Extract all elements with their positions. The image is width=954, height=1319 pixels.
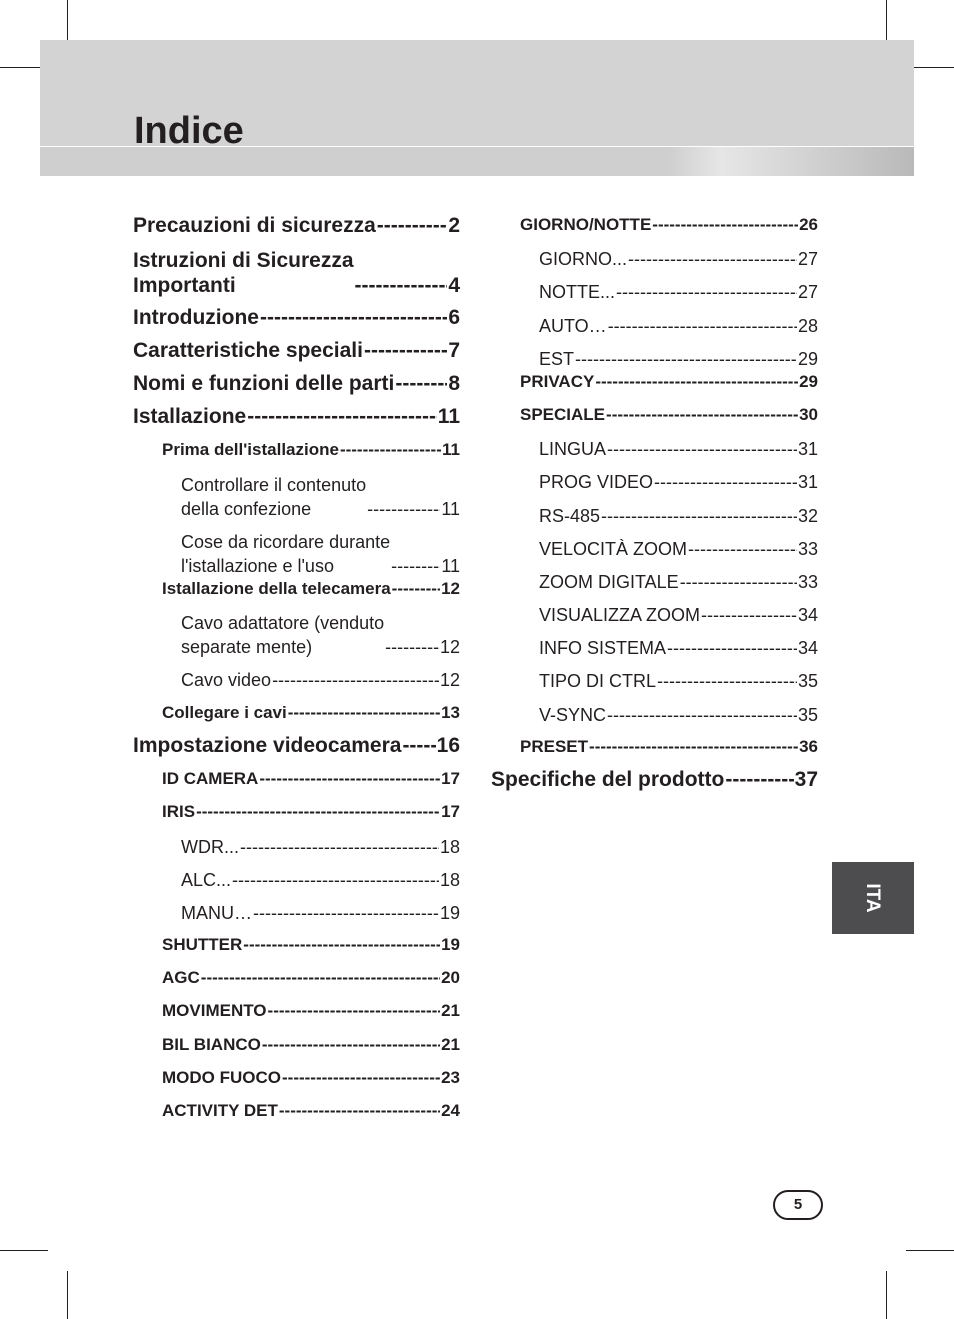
- toc-entry[interactable]: [520, 736, 818, 758]
- toc-entry-page: 18: [439, 870, 460, 890]
- toc-entry-title: VELOCITÀ ZOOM: [539, 539, 688, 559]
- toc-leader-dashes: [608, 314, 797, 338]
- toc-entry[interactable]: [162, 768, 460, 790]
- toc-entry-page: 35: [797, 705, 818, 725]
- toc-entry-title: GIORNO...: [539, 249, 628, 269]
- toc-leader-dashes: [268, 1000, 441, 1022]
- toc-entry-page: 4: [448, 274, 460, 297]
- toc-entry-page: 21: [441, 1001, 460, 1020]
- toc-leader-dashes: [272, 668, 439, 692]
- toc-leader-dashes: [391, 554, 440, 578]
- toc-entry[interactable]: [162, 702, 460, 724]
- toc-entry-page: 31: [797, 439, 818, 459]
- toc-entry[interactable]: [520, 214, 818, 236]
- toc-entry-title: Impostazione videocamera: [133, 734, 402, 757]
- toc-entry[interactable]: [162, 967, 460, 989]
- toc-entry-page: 34: [797, 638, 818, 658]
- toc-entry[interactable]: [539, 314, 818, 338]
- toc-leader-dashes: [725, 767, 793, 792]
- toc-entry[interactable]: [133, 404, 460, 429]
- toc-entry[interactable]: [181, 868, 460, 892]
- toc-entry-title: Cavo video: [181, 670, 272, 690]
- toc-entry-title: ALC...: [181, 870, 232, 890]
- toc-leader-dashes: [652, 214, 798, 236]
- toc-entry-page: 23: [441, 1068, 460, 1087]
- toc-entry-page: 27: [797, 282, 818, 302]
- toc-entry-page: 12: [439, 637, 460, 657]
- toc-leader-dashes: [253, 901, 439, 925]
- toc-entry-page: 30: [799, 405, 818, 424]
- toc-leader-dashes: [654, 470, 797, 494]
- language-tab: [832, 862, 914, 934]
- toc-entry-page: 34: [797, 605, 818, 625]
- toc-entry-page: 12: [441, 579, 460, 598]
- toc-entry[interactable]: [520, 371, 818, 393]
- toc-leader-dashes: [259, 768, 440, 790]
- toc-entry-title: NOTTE...: [539, 282, 615, 302]
- toc-entry[interactable]: [181, 530, 460, 578]
- toc-leader-dashes: [243, 934, 440, 956]
- language-tab-label: ITA: [862, 883, 883, 913]
- toc-entry-title: AGC: [162, 968, 200, 987]
- toc-entry[interactable]: [539, 570, 818, 594]
- toc-leader-dashes: [392, 578, 440, 600]
- toc-entry-title: Collegare i cavi: [162, 703, 287, 722]
- toc-leader-dashes: [279, 1100, 440, 1122]
- toc-entry[interactable]: [162, 1100, 460, 1122]
- toc-entry-page: 24: [441, 1101, 460, 1120]
- toc-entry-title: RS-485: [539, 506, 601, 526]
- toc-entry[interactable]: [181, 473, 460, 521]
- toc-leader-dashes: [607, 703, 797, 727]
- toc-entry-page: 29: [799, 372, 818, 391]
- toc-entry[interactable]: [162, 439, 460, 461]
- toc-entry-title: Caratteristiche speciali: [133, 339, 363, 362]
- toc-entry-page: 33: [797, 572, 818, 592]
- toc-entry-title: PRESET: [520, 737, 589, 756]
- toc-entry-page: 17: [441, 769, 460, 788]
- toc-entry-title: WDR...: [181, 837, 239, 857]
- toc-entry-page: 12: [439, 670, 460, 690]
- toc-entry[interactable]: [162, 1000, 460, 1022]
- toc-entry-title: Controllare il contenuto della confezione: [181, 475, 367, 519]
- toc-entry-page: 26: [799, 215, 818, 234]
- crop-mark: [886, 1271, 887, 1319]
- toc-entry-title: SPECIALE: [520, 405, 606, 424]
- toc-entry[interactable]: [491, 767, 818, 792]
- toc-entry-title: PROG VIDEO: [539, 472, 654, 492]
- toc-entry-title: IRIS: [162, 802, 196, 821]
- toc-entry-title: Istallazione: [133, 405, 247, 428]
- toc-entry[interactable]: [181, 668, 460, 692]
- toc-entry[interactable]: [539, 347, 818, 371]
- toc-entry-title: SHUTTER: [162, 935, 243, 954]
- toc-entry[interactable]: [181, 901, 460, 925]
- toc-entry-title: Istruzioni di Sicurezza Importanti: [133, 249, 354, 297]
- toc-entry-page: 27: [797, 249, 818, 269]
- toc-entry[interactable]: [539, 603, 818, 627]
- toc-entry-title: Cose da ricordare durante l'istallazione e l'uso: [181, 532, 391, 576]
- toc-entry-title: INFO SISTEMA: [539, 638, 667, 658]
- toc-entry[interactable]: [162, 1067, 460, 1089]
- toc-leader-dashes: [262, 1034, 440, 1056]
- toc-entry-title: EST: [539, 349, 575, 369]
- toc-entry[interactable]: [539, 636, 818, 660]
- crop-mark: [906, 1250, 954, 1251]
- toc-entry-title: Precauzioni di sicurezza: [133, 214, 376, 237]
- crop-mark: [67, 1271, 68, 1319]
- toc-entry[interactable]: [520, 404, 818, 426]
- toc-entry[interactable]: [539, 437, 818, 461]
- toc-entry[interactable]: [162, 1034, 460, 1056]
- toc-entry-page: 35: [797, 671, 818, 691]
- toc-leader-dashes: [601, 504, 797, 528]
- toc-entry-page: 11: [437, 405, 460, 428]
- toc-entry[interactable]: [539, 280, 818, 304]
- toc-entry-page: 11: [441, 499, 460, 519]
- toc-entry-page: 28: [797, 316, 818, 336]
- toc-leader-dashes: [616, 280, 797, 304]
- toc-entry-page: 18: [439, 837, 460, 857]
- toc-entry-page: 11: [441, 556, 460, 576]
- toc-entry-page: 29: [797, 349, 818, 369]
- toc-entry-title: AUTO…: [539, 316, 607, 336]
- toc-entry[interactable]: [539, 470, 818, 494]
- toc-leader-dashes: [367, 497, 440, 521]
- toc-entry-title: Prima dell'istallazione: [162, 440, 339, 459]
- toc-leader-dashes: [667, 636, 797, 660]
- toc-entry[interactable]: [539, 669, 818, 693]
- toc-entry-page: 19: [441, 935, 460, 954]
- toc-entry[interactable]: [181, 835, 460, 859]
- toc-entry-page: 8: [448, 372, 460, 395]
- toc-entry[interactable]: [162, 934, 460, 956]
- toc-entry-page: 11: [442, 440, 460, 459]
- toc-entry-title: LINGUA: [539, 439, 607, 459]
- toc-leader-dashes: [385, 635, 439, 659]
- toc-entry-page: 32: [797, 506, 818, 526]
- toc-entry-title: MODO FUOCO: [162, 1068, 281, 1087]
- toc-entry-title: VISUALIZZA ZOOM: [539, 605, 701, 625]
- toc-leader-dashes: [680, 570, 797, 594]
- toc-entry[interactable]: [133, 733, 460, 758]
- toc-entry-page: 20: [441, 968, 460, 987]
- toc-leader-dashes: [355, 273, 448, 298]
- crop-mark: [0, 1250, 48, 1251]
- toc-leader-dashes: [606, 404, 798, 426]
- toc-entry[interactable]: [133, 305, 460, 330]
- toc-entry[interactable]: [133, 338, 460, 363]
- toc-entry-title: Cavo adattatore (venduto separate mente): [181, 613, 385, 657]
- toc-entry-title: ID CAMERA: [162, 769, 259, 788]
- toc-entry[interactable]: [539, 537, 818, 561]
- toc-leader-dashes: [628, 247, 797, 271]
- toc-entry[interactable]: [181, 611, 460, 659]
- toc-entry-title: Istallazione della telecamera: [162, 579, 391, 598]
- toc-entry[interactable]: [539, 703, 818, 727]
- toc-entry-page: 16: [436, 734, 460, 757]
- page-number: 5: [773, 1190, 823, 1220]
- toc-entry-title: ZOOM DIGITALE: [539, 572, 679, 592]
- toc-leader-dashes: [232, 868, 439, 892]
- toc-leader-dashes: [340, 439, 441, 461]
- toc-entry[interactable]: [133, 248, 460, 298]
- toc-entry-title: MOVIMENTO: [162, 1001, 267, 1020]
- toc-entry-title: MANU…: [181, 903, 252, 923]
- toc-entry-page: 36: [799, 737, 818, 756]
- toc-entry[interactable]: [133, 371, 460, 396]
- toc-leader-dashes: [196, 801, 440, 823]
- toc-entry-page: 7: [448, 339, 460, 362]
- toc-leader-dashes: [688, 537, 797, 561]
- toc-leader-dashes: [589, 736, 798, 758]
- toc-leader-dashes: [377, 213, 448, 238]
- toc-entry[interactable]: [539, 247, 818, 271]
- toc-entry-title: TIPO DI CTRL: [539, 671, 657, 691]
- toc-entry-title: Introduzione: [133, 306, 259, 329]
- page-title: Indice: [134, 110, 244, 152]
- toc-leader-dashes: [260, 305, 447, 330]
- toc-entry-title: Specifiche del prodotto: [491, 768, 725, 791]
- toc-entry-title: GIORNO/NOTTE: [520, 215, 652, 234]
- toc-leader-dashes: [595, 371, 798, 393]
- toc-entry-title: V-SYNC: [539, 705, 607, 725]
- toc-entry-page: 13: [441, 703, 460, 722]
- toc-entry[interactable]: [162, 801, 460, 823]
- toc-leader-dashes: [282, 1067, 440, 1089]
- toc-leader-dashes: [395, 371, 447, 396]
- toc-leader-dashes: [402, 733, 435, 758]
- toc-leader-dashes: [288, 702, 440, 724]
- toc-leader-dashes: [247, 404, 437, 429]
- toc-entry-title: BIL BIANCO: [162, 1035, 261, 1054]
- toc-entry[interactable]: [539, 504, 818, 528]
- toc-entry-page: 19: [439, 903, 460, 923]
- toc-leader-dashes: [364, 338, 447, 363]
- toc-entry[interactable]: [162, 578, 460, 600]
- toc-entry-page: 21: [441, 1035, 460, 1054]
- toc-entry-page: 17: [441, 802, 460, 821]
- toc-entry-title: ACTIVITY DET: [162, 1101, 278, 1120]
- toc-leader-dashes: [657, 669, 797, 693]
- toc-leader-dashes: [575, 347, 797, 371]
- toc-entry[interactable]: [133, 213, 460, 238]
- toc-entry-title: Nomi e funzioni delle parti: [133, 372, 395, 395]
- toc-entry-page: 37: [794, 768, 818, 791]
- toc-leader-dashes: [701, 603, 797, 627]
- toc-entry-page: 31: [797, 472, 818, 492]
- toc-entry-page: 6: [448, 306, 460, 329]
- toc-entry-title: PRIVACY: [520, 372, 595, 391]
- toc-entry-page: 2: [448, 214, 460, 237]
- toc-entry-page: 33: [797, 539, 818, 559]
- toc-leader-dashes: [201, 967, 440, 989]
- toc-leader-dashes: [240, 835, 439, 859]
- toc-leader-dashes: [607, 437, 797, 461]
